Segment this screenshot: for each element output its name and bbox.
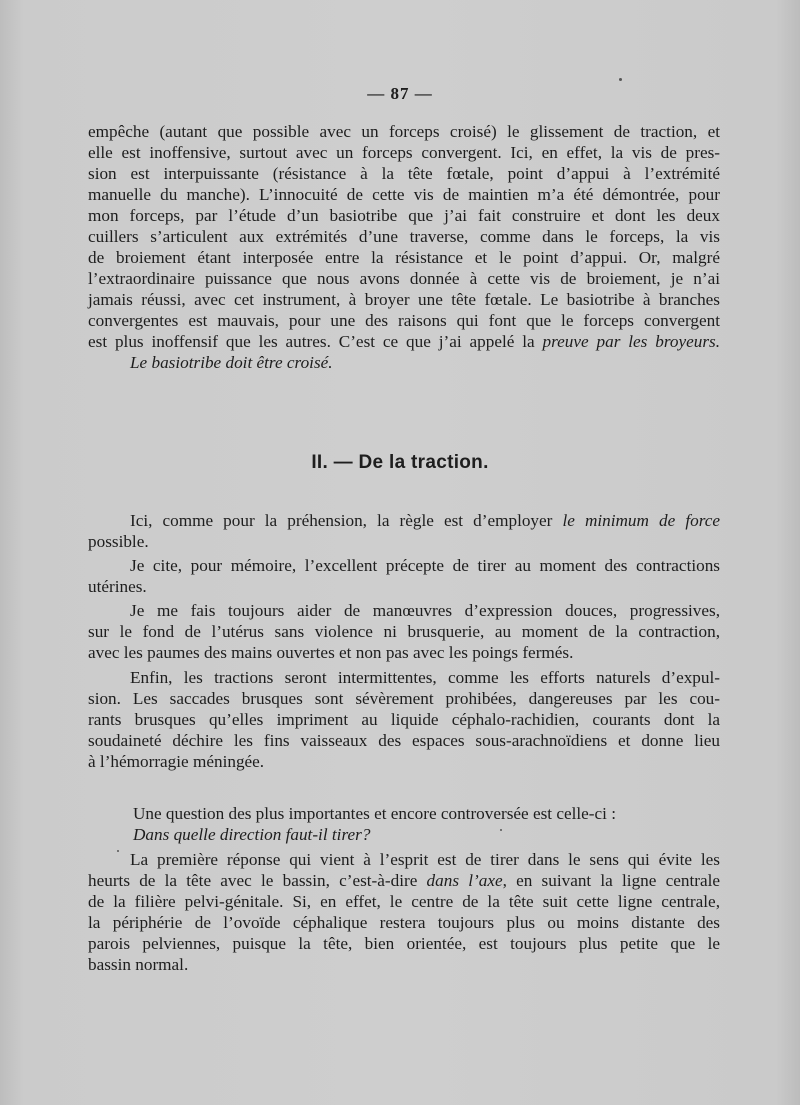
text-line: La première réponse qui vient à l’esprit est de tirer dans le sens qui évite les [130,850,720,869]
text-line: la périphérie de l’ovoïde céphalique restera toujours plus ou moins distante des [88,913,720,932]
scan-speck [117,850,119,852]
text-line: elle est inoffensive, surtout avec un forceps convergent. Ici, en effet, la vis de pres- [88,143,720,162]
text-line: l’extraordinaire puissance que nous avons donnée à cette vis de broiement, je n’ai [88,269,720,288]
text-line: possible. [88,532,149,551]
text-line [88,870,720,891]
text-line: Je cite, pour mémoire, l’excellent précepte de tirer au moment des contractions [130,556,720,575]
italic-text: Dans quelle direction faut-il tirer? [133,825,371,844]
text-line: parois pelviennes, puisque la tête, bien orientée, est toujours plus petite que le [88,934,720,953]
text-line: rants brusques qu’elles impriment au liquide céphalo-rachidien, courants dont la [88,710,720,729]
paragraph-question [88,803,720,845]
text-line: Enfin, les tractions seront intermittentes, comme les efforts naturels d’expul- [130,668,720,687]
text-line [88,510,720,531]
text-line: convergentes est mauvais, pour une des raisons qui font que le forceps convergent [88,311,720,330]
section-heading: II. — De la traction. [311,452,489,473]
text-line: empêche (autant que possible avec un forceps croisé) le glissement de traction, et [88,122,720,141]
text-line: utérines. [88,577,147,596]
text-line: manuelle du manche). L’innocuité de cette vis de maintien m’a été démontrée, pour [88,185,720,204]
text-line: à l’hémorragie méningée. [88,752,265,771]
text-line: Une question des plus importantes et encore controversée est celle-ci : [133,804,616,823]
paragraph-minimum-force [88,510,720,552]
text-line: jamais réussi, avec cet instrument, à broyer une tête fœtale. Le basiotribe à branches [88,290,720,309]
text-line: sion est interpuissante (résistance à la tête fœtale, point d’appui à l’extrémité [88,164,720,183]
paragraph-axis [88,849,720,975]
page-number: — 87 — [367,84,433,103]
text-line: bassin normal. [88,955,189,974]
text-line: soudaineté déchire les fins vaisseaux des espaces sous-arachnoïdiens et donne lieu [88,731,720,750]
scan-speck [500,829,502,831]
italic-conclusion [88,352,720,373]
italic-phrase-minimum-force: le minimum de force [562,511,721,530]
text-line: sion. Les saccades brusques sont sévèrement prohibées, dangereuses par les cou- [88,689,720,708]
text-run: Ici, comme pour la préhension, la règle est d’employer [130,511,563,530]
text-line: avec les paumes des mains ouvertes et non pas avec les poings fermés. [88,643,574,662]
text-line [88,331,720,352]
text-line: de broiement étant interposée entre la résistance et le point d’appui. Or, malgré [88,248,720,267]
paragraph-contractions [88,555,720,597]
italic-phrase-broyeurs: preuve par les broyeurs. [542,332,720,351]
paragraph-expression [88,600,720,663]
italic-text: Le basiotribe doit être croisé. [130,353,333,372]
italic-phrase-axe: dans l’axe [426,871,503,890]
text-line: cuillers s’articulent aux extrémités d’une traverse, comme dans le forceps, la vis [88,227,720,246]
text-line: de la filière pelvi-génitale. Si, en effet, le centre de la tête suit cette ligne centrale, [88,892,720,911]
paragraph-intermittent [88,667,720,772]
italic-question [88,824,720,845]
text-run: heurts de la tête avec le bassin, c’est-à-dire [88,871,427,890]
text-run: est plus inoffensif que les autres. C’est ce que j’ai appelé la [88,332,543,351]
text-line: sur le fond de l’utérus sans violence ni brusquerie, au moment de la contraction, [88,622,720,641]
scan-speck [619,78,622,81]
text-line: Je me fais toujours aider de manœuvres d’expression douces, progressives, [130,601,720,620]
text-run: , en suivant la ligne centrale [502,871,720,890]
paragraph-forceps [88,121,720,373]
text-line: mon forceps, par l’étude d’un basiotribe que j’ai fait construire et dont les deux [88,206,720,225]
